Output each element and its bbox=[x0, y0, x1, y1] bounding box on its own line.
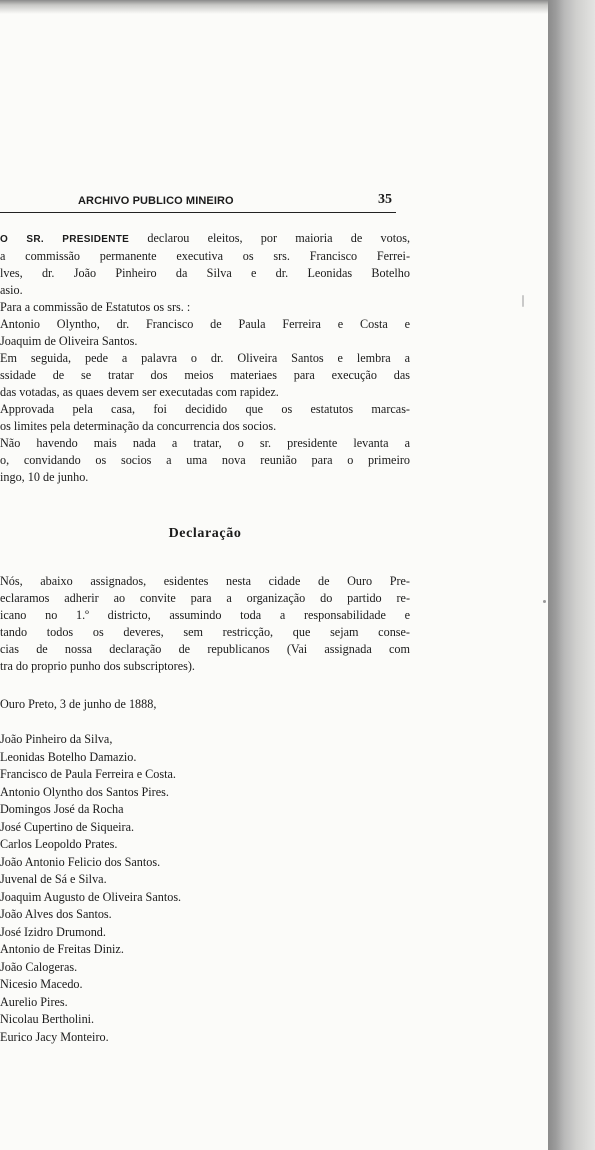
running-head: ARCHIVO PUBLICO MINEIRO bbox=[78, 195, 234, 207]
signatory: João Calogeras. bbox=[0, 959, 78, 974]
text-line: Joaquim de Oliveira Santos. bbox=[0, 334, 138, 348]
text-line: das votadas, as quaes devem ser executadas com rapidez. bbox=[0, 385, 279, 399]
text-line: Antonio Olyntho, dr. Francisco de Paula Ferreira e Costa e bbox=[0, 317, 410, 331]
paper-speck bbox=[522, 295, 524, 307]
signatory: José Cupertino de Siqueira. bbox=[0, 819, 135, 834]
text-line bbox=[0, 230, 410, 248]
text-line: eclaramos adherir ao convite para a organização do partido re- bbox=[0, 591, 410, 605]
signatory: Francisco de Paula Ferreira e Costa. bbox=[0, 767, 176, 781]
declaration-text bbox=[0, 573, 410, 675]
signatory: Nicolau Bertholini. bbox=[0, 1012, 95, 1026]
text-line: Em seguida, pede a palavra o dr. Oliveira Santos e lembra a bbox=[0, 351, 410, 365]
date-line: Ouro Preto, 3 de junho de 1888, bbox=[0, 697, 157, 711]
signatory: Antonio de Freitas Diniz. bbox=[0, 942, 124, 956]
page-number: 35 bbox=[378, 192, 392, 207]
section-title: Declaração bbox=[168, 526, 242, 541]
signatory: Carlos Leopoldo Prates. bbox=[0, 837, 118, 851]
text-line: Para a commissão de Estatutos os srs. : bbox=[0, 300, 191, 314]
signatory: Juvenal de Sá e Silva. bbox=[0, 872, 107, 886]
text-line: lves, dr. João Pinheiro da Silva e dr. Leonidas Botelho bbox=[0, 266, 410, 280]
text-line: os limites pela determinação da concurrencia dos socios. bbox=[0, 419, 277, 433]
text-line: Não havendo mais nada a tratar, o sr. presidente levanta a bbox=[0, 436, 410, 450]
signatory: Nicesio Macedo. bbox=[0, 977, 83, 991]
text-line: ssidade de se tratar dos meios materiaes para execução das bbox=[0, 368, 410, 382]
text-line: icano no 1.º districto, assumindo toda a responsabilidade e bbox=[0, 608, 410, 622]
signatory: João Pinheiro da Silva, bbox=[0, 732, 113, 746]
page-header bbox=[0, 190, 396, 213]
text-line: Nós, abaixo assignados, esidentes nesta cidade de Ouro Pre- bbox=[0, 574, 410, 588]
text-line: tra do proprio punho dos subscriptores). bbox=[0, 659, 195, 673]
signatory: Antonio Olyntho dos Santos Pires. bbox=[0, 784, 169, 799]
signatory: José Izidro Drumond. bbox=[0, 924, 106, 939]
signatory: Domingos José da Rocha bbox=[0, 802, 124, 816]
text-line: a commissão permanente executiva os srs. Francisco Ferrei- bbox=[0, 249, 410, 263]
page-top-shadow bbox=[0, 0, 548, 14]
signatory: Eurico Jacy Monteiro. bbox=[0, 1029, 109, 1044]
signatory: João Antonio Felicio dos Santos. bbox=[0, 854, 161, 869]
text-line: o, convidando os socios a uma nova reunião para o primeiro bbox=[0, 453, 410, 467]
text-line: cias de nossa declaração de republicanos (Vai assignada com bbox=[0, 642, 410, 656]
signatory: João Alves dos Santos. bbox=[0, 907, 112, 921]
text-line: tando todos os deveres, sem restricção, que sejam conse- bbox=[0, 625, 410, 639]
minutes-text bbox=[0, 230, 410, 486]
signatory: Aurelio Pires. bbox=[0, 994, 68, 1009]
signatory: Leonidas Botelho Damazio. bbox=[0, 749, 137, 764]
text-span: declarou eleitos, por maioria de votos, bbox=[147, 231, 410, 245]
signatory: Joaquim Augusto de Oliveira Santos. bbox=[0, 889, 182, 904]
text-line: ingo, 10 de junho. bbox=[0, 470, 89, 484]
paper-speck bbox=[543, 600, 546, 603]
text-line: asio. bbox=[0, 283, 23, 297]
text-line: Approvada pela casa, foi decidido que os estatutos marcas- bbox=[0, 402, 410, 416]
signature-list bbox=[0, 731, 181, 1046]
speaker-caps: O SR. PRESIDENTE bbox=[0, 234, 130, 245]
page-binding-shadow bbox=[548, 0, 595, 1150]
